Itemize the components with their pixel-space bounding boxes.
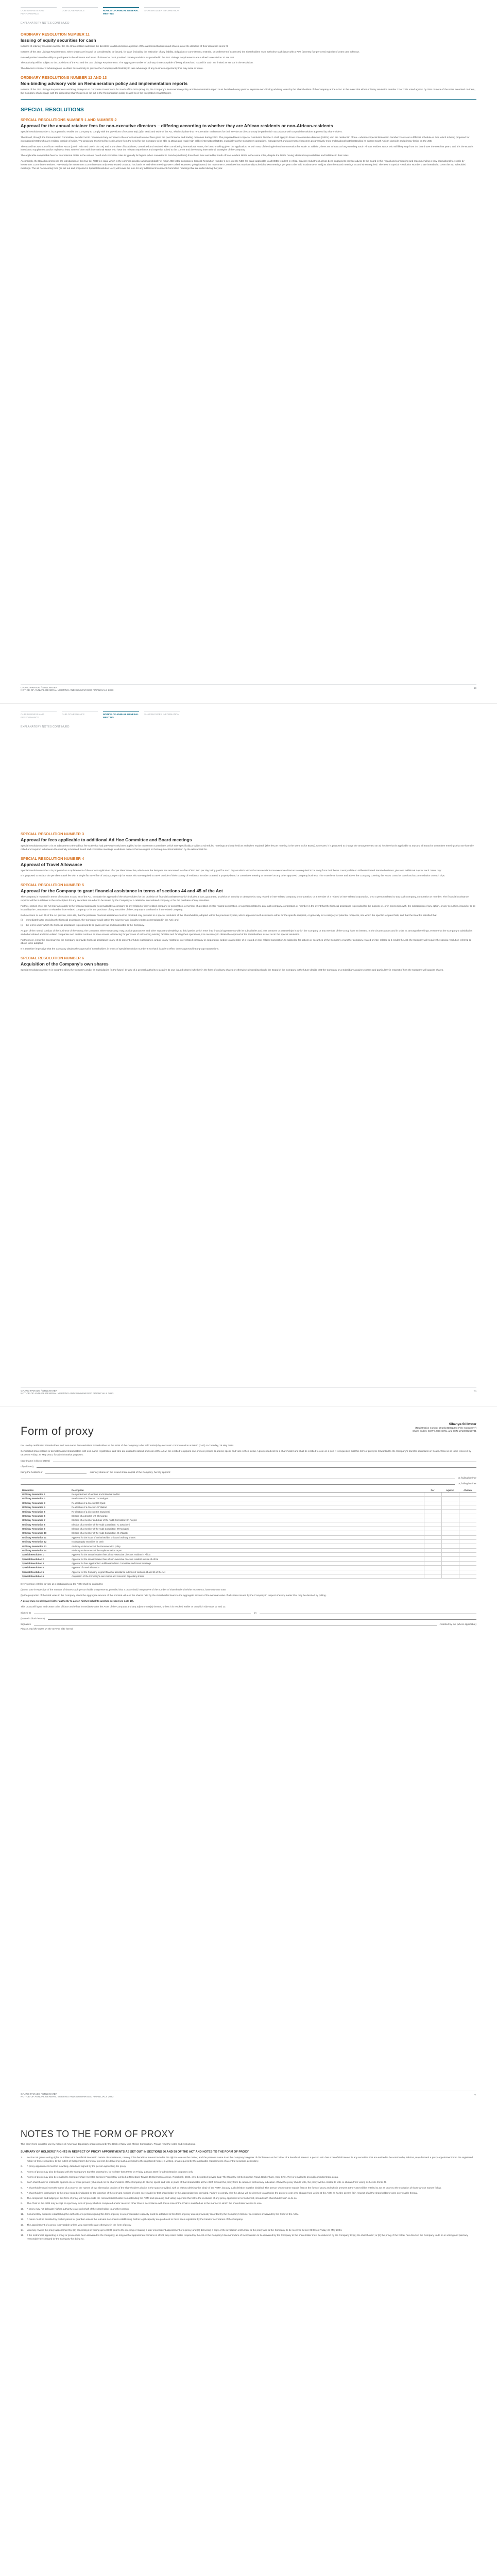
resolution-cell: Ordinary Resolution 12 (21, 1539, 70, 1544)
description-cell: Approval for the Company to grant financial assistance in terms of sections 44 and 45 of the Act (70, 1570, 424, 1574)
item-text: You may revoke the proxy appointment by: (a) cancelling it in writing up to 09:00 prior to the meeting or making a later inconsistent appointment of a proxy; and (b) delivering a copy of the revocation instrument to the proxy and to the Company, to be received before 09:00 on Friday, 24 May 2024. (27, 2229, 342, 2232)
vote-against-box[interactable] (441, 1553, 459, 1557)
footer-document: NOTICE OF ANNUAL GENERAL MEETING AND SUMMARISED FINANCIALS 2023 (21, 689, 114, 692)
section-label: EXPLANATORY NOTES CONTINUED (21, 22, 70, 25)
registration-number: (Registration number 2014/243852/06) ("the Company") (415, 1427, 476, 1430)
top-navigation (21, 704, 476, 722)
list-item: (i) immediately after providing the financial assistance, the Company would satisfy the solvency and liquidity test (as contemplated in the Act); and (21, 919, 476, 922)
column-header: Against (441, 1488, 459, 1492)
vote-against-box[interactable] (441, 1505, 459, 1509)
paragraph: As part of the normal conduct of the business of the Group, the Company, where necessary, may provide guarantees and other support undertakings to third parties which enter into financial agreements with its subsidiaries and joint ventures or partnerships in which the Company or any member of the Group have an interest. In the circumstances and in order to, among other things, ensure that the Company's subsidiaries and other related and inter-related companies and entities continue to have access to financing for purposes of refinancing existing facilities and funding their operations, it is necessary to obtain the approval of the Shareholders as set out in the special resolution. (21, 929, 473, 936)
paragraph: In terms of ordinary resolution number 10, the Shareholders authorise the directors to allot and issue a portion of the authorised but unissued shares, as at the directors of their discretion deem fit. (21, 45, 229, 47)
vote-abstain-box[interactable] (459, 1557, 476, 1561)
table-row (21, 1531, 476, 1535)
list-item (21, 2202, 476, 2206)
item-text: A proxy appointment must be in writing, dated and signed by the person appointing the proxy. (27, 2165, 127, 2168)
description-cell: Approval for fees applicable to additional Ad Hoc Committee and Board meetings (70, 1561, 424, 1565)
reverse-note: Please read the notes on the reverse side hereof. (21, 1628, 74, 1631)
table-row (21, 1574, 476, 1578)
vote-abstain-box[interactable] (459, 1518, 476, 1522)
description-cell: Approval for the annual retainer fees of non-executive directors resident in Africa (70, 1553, 424, 1557)
resolutions-table (21, 1488, 476, 1579)
description-cell: Election of a member and chair of the Audit Committee: KA Rayner (70, 1518, 424, 1522)
resolution-cell: Ordinary Resolution 14 (21, 1548, 70, 1552)
vote-for-box[interactable] (424, 1570, 441, 1574)
table-row (21, 1510, 476, 1514)
page-3 (0, 1406, 497, 2110)
field-label: on (253, 1612, 257, 1615)
table-row (21, 1505, 476, 1509)
table-row (21, 1553, 476, 1557)
description-cell: Advisory endorsement of the Remuneration policy (70, 1544, 424, 1548)
vote-for-box[interactable] (424, 1561, 441, 1565)
vote-against-box[interactable] (441, 1531, 459, 1535)
resolution-cell: Special Resolution 3 (21, 1561, 70, 1565)
vote-abstain-box[interactable] (459, 1570, 476, 1574)
notes-subheading: SUMMARY OF HOLDERS' RIGHTS IN RESPECT OF PROXY APPOINTMENTS AS SET OUT IN SECTIONS 56 AND 58 OF THE ACT AND NOTES TO THE FORM OF PROXY (21, 2150, 249, 2154)
paragraph: Special resolution number 6 is sought to allow the Company and/or its Subsidiaries (in the future) by way of a general authority to acquire its own issued shares (whether in the form of ordinary shares or otherwise) depending should the Board of the Company in the future decide that the Company or a Subsidiary acquires shares and particularly in respect of how the Company will acquire shares. (21, 969, 444, 971)
resolution-number: SPECIAL RESOLUTION NUMBER 6 (21, 956, 84, 960)
nav-tab-business[interactable]: OUR BUSINESS AND PERFORMANCE (21, 7, 57, 19)
nav-tab-governance[interactable]: OUR GOVERNANCE (62, 711, 98, 722)
item-number: 7. (21, 2191, 23, 2194)
vote-abstain-box[interactable] (459, 1544, 476, 1548)
paragraph: Accordingly, the Board recommends the introduction of this two-tier NED fee scale which is the common practice amongst globally of major JSE-listed companies. Special Resolution Number 1 sets out the NED fee scale applicable to all NEDs resident in Africa. Bracken Industries Ltd has been engaged to provide advice to the Board in this regard and considering and recommending a new international fee scale by investment Committee members. Previously the Investment Committee was only remunerated on an ad hoc basis as and when meetings were called. However, going forward, the Investment Committee has now formally scheduled two meetings per year to be held in advance of and just after the Board meetings as and when required. The fees in Special Resolution Number 1 are intended to cover the two scheduled meetings. The ad hoc meeting fees (as set out and proposed in Special Resolution No 3) will cover the fees for any additional Investment Committee meetings that are called during the year. (21, 160, 466, 170)
resolution-title: Approval of Travel Allowance (21, 861, 82, 867)
resolution-title: Approval for the annual retainer fees for non-executive directors – differing according to whether they are African residents or non-African-residents (21, 123, 333, 129)
resolution-title: Issuing of equity securities for cash (21, 38, 96, 43)
page-1 (0, 0, 497, 703)
block-letters-field[interactable] (48, 1617, 476, 1620)
table-row (21, 1518, 476, 1522)
page-number: 70 (473, 1391, 476, 1393)
address-field[interactable] (37, 1465, 476, 1468)
nav-tab-shareholder-info[interactable]: SHAREHOLDER INFORMATION (144, 7, 180, 19)
table-header-row (21, 1488, 476, 1492)
paragraph: Related parties have the ability to participate in the allotment and issue of shares for cash provided certain provisions as provided in the JSE Listings Requirements are outlined in resolution 10 are met. (21, 56, 235, 59)
nav-tab-business[interactable]: OUR BUSINESS AND PERFORMANCE (21, 711, 57, 722)
item-text: If the instrument appointing a proxy or proxies has been delivered to the Company, as long as that appointment remains in effect, any notice that is required by the Act or the Company's Memorandum of Incorporation to be delivered by the Company to the shareholder must be delivered by the Company to: (a) the shareholder; or (b) the proxy, if the holder has directed the Company to do so in writing and paid any reasonable fee charged by the Company for doing so. (27, 2234, 468, 2241)
table-row (21, 1501, 476, 1505)
description-cell: Re-election of a director: TM Mokgosi (70, 1497, 424, 1501)
field-label: of (address) (21, 1465, 34, 1468)
item-text: Forms of proxy may also be lodged with the Company's transfer secretaries, by no later than 09:00 on Friday, 24 May 2024 for administrative purposes only. (27, 2170, 194, 2173)
resolution-number: ORDINARY RESOLUTION NUMBER 11 (21, 32, 90, 37)
resolution-number: ORDINARY RESOLUTIONS NUMBER 12 AND 13 (21, 75, 107, 80)
page-2 (0, 703, 497, 1406)
paragraph: Both sections 44 and 45 of the Act provide, inter alia, that the particular financial assistance must be provided only pursuant to a special resolution of the Shareholders, adopted within the previous 2 years, which approved such assistance either for the specific recipient, or generally for a category of potential recipients, into which the specific recipient falls, and that the Board is satisfied that: (21, 913, 437, 917)
paragraph: (b) the proportion of the total votes in the Company which the aggregate amount of the nominal value of the shares held by the shareholder bears to the aggregate amount of the nominal value of all shares issued by the Company in respect of every matter that may be decided by polling. (21, 1594, 327, 1597)
vote-against-box[interactable] (441, 1497, 459, 1501)
list-item (21, 2197, 476, 2200)
resolution-cell: Ordinary Resolution 5 (21, 1510, 70, 1514)
field-label: Signature (21, 1623, 31, 1626)
item-number: 4. (21, 2175, 23, 2178)
vote-against-box[interactable] (441, 1574, 459, 1578)
description-cell: Election of a member of the Audit Committee: JS Vilakazi (70, 1531, 424, 1535)
vote-against-box[interactable] (441, 1544, 459, 1548)
special-resolutions-heading: SPECIAL RESOLUTIONS (21, 107, 84, 113)
field-label: being the holder/s of (21, 1471, 43, 1474)
paragraph: (a) one vote irrespective of the number of shares such person holds or represents, provided that a proxy shall, irrespective of the number of shareholders he/she represents, have only one vote; (21, 1588, 227, 1591)
list-item (21, 2229, 476, 2232)
paragraph: In terms of the JSE Listings Requirements and King IV Report on Corporate Governance for South Africa 2016 (King IV), the Company's Remuneration policy and implementation report must be tabled every year for separate non-binding advisory votes by the Shareholders of the Company at the AGM. In the event that either ordinary resolution number 12 or 13 is voted against by 25% or more of the votes exercised on them, the Company shall engage with the dissenting Shareholders as set out in the Remuneration policy as well as in the Integrated Annual Report. (21, 88, 475, 94)
vote-abstain-box[interactable] (459, 1514, 476, 1518)
page-4 (0, 2110, 497, 2576)
resolution-cell: Ordinary Resolution 9 (21, 1527, 70, 1531)
field-label: (Name in block letters) (21, 1617, 45, 1620)
description-cell: Re-election of a director: ES Gwacheni (70, 1510, 424, 1514)
vote-abstain-box[interactable] (459, 1510, 476, 1514)
paragraph: This proxy will lapse and cease to be of force and effect immediately after the AGM of the Company and any adjournment(s) thereof, unless it is revoked earlier or on which side note 12 and 13. (21, 1605, 226, 1608)
vote-against-box[interactable] (441, 1522, 459, 1527)
company-details (413, 1422, 476, 1438)
resolution-title: Approval for the Company to grant financial assistance in terms of sections 44 and 45 of the Act (21, 888, 223, 894)
list-item (21, 2213, 476, 2216)
paragraph: This proxy form is not for use by holders of American depositary shares issued by the Bank of New York Mellon Corporation. Please read the notes and instructions. (21, 2143, 196, 2145)
top-navigation (21, 0, 476, 19)
item-number: 1. (21, 2156, 23, 2159)
vote-abstain-box[interactable] (459, 1501, 476, 1505)
vote-for-box[interactable] (424, 1514, 441, 1518)
resolution-cell: Ordinary Resolution 3 (21, 1501, 70, 1505)
table-row (21, 1548, 476, 1552)
footer-company: GRAND PARADE / STILLWATER (21, 2093, 58, 2096)
resolution-number: SPECIAL RESOLUTION NUMBER 3 (21, 832, 84, 836)
list-item (21, 2176, 476, 2179)
capacity-row (21, 1617, 476, 1620)
paragraph: The Company is required in terms of sections 44 and 45 of the Act, to obtain the approval of the Shareholders for the provision of financial assistance (which includes a loan, guarantee, provision of security or otherwise) to any related or inter-related company or corporation, or a member of a related or inter-related corporation, or to a person related to any such company, corporation or member. The financial assistance required will be in relation to the subscription for any securities issued or to be issued by the Company or a related or inter-related company, or for the purchase of any securities. (21, 895, 469, 902)
paragraph: The directors consider it advantageous to obtain this authority to provide the Company with flexibility to take advantage of any business opportunity that may arise in future. (21, 67, 203, 70)
table-row (21, 1492, 476, 1496)
item-number: 3. (21, 2170, 23, 2173)
vote-for-box[interactable] (424, 1539, 441, 1544)
list-item: (ii) the terms under which the financial assistance is proposed to be given are fair and reasonable to the Company. (21, 924, 476, 927)
item-number: 6. (21, 2186, 23, 2189)
resolution-number: SPECIAL RESOLUTION NUMBER 5 (21, 883, 84, 888)
footer-document: NOTICE OF ANNUAL GENERAL MEETING AND SUMMARISED FINANCIALS 2023 (21, 2096, 114, 2098)
proxy-field-row (21, 1482, 476, 1485)
resolution-cell: Special Resolution 1 (21, 1553, 70, 1557)
field-label: I/We (name in block letters) (21, 1460, 50, 1463)
description-cell: Approval of travel allowance (70, 1566, 424, 1570)
vote-abstain-box[interactable] (459, 1561, 476, 1565)
description-cell: Election of a member of the Audit Committee: TL Gwacheni (70, 1522, 424, 1527)
vote-against-box[interactable] (441, 1510, 459, 1514)
vote-abstain-box[interactable] (459, 1553, 476, 1557)
table-row (21, 1514, 476, 1518)
name-field-row (21, 1459, 476, 1462)
vote-abstain-box[interactable] (459, 1574, 476, 1578)
description-cell: Advisory endorsement of the Implementation report (70, 1548, 424, 1552)
resolution-cell: Special Resolution 5 (21, 1570, 70, 1574)
table-row (21, 1570, 476, 1574)
list-item (21, 2165, 476, 2168)
column-header: Resolution (21, 1488, 70, 1492)
resolution-cell: Ordinary Resolution 7 (21, 1518, 70, 1522)
vote-against-box[interactable] (441, 1527, 459, 1531)
section-label: EXPLANATORY NOTES CONTINUED (21, 725, 70, 728)
description-cell: Issuing equity securities for cash (70, 1539, 424, 1544)
resolution-title: Approval for fees applicable to additional Ad Hoc Committee and Board meetings (21, 837, 192, 842)
item-text: A shareholder's instructions to the proxy must be indicated by the insertion of the relevant number of votes exercisable by that shareholder in the appropriate box provided. Failure to comply with the above will be deemed to authorise the proxy to vote or to abstain from voting at the AGM as he/she deems fit in respect of all the shareholder's votes exercisable thereat. (27, 2191, 418, 2194)
vote-against-box[interactable] (441, 1561, 459, 1565)
footer-company: GRAND PARADE / STILLWATER (21, 687, 58, 689)
item-text: Each shareholder is entitled to appoint one or more proxies (who need not be shareholders of the Company) to attend, speak and vote in place of that shareholder at the AGM. Should this proxy form be returned without any indication of how the proxy should vote, the proxy will be entitled to vote or abstain from voting as he/she thinks fit. (27, 2181, 387, 2184)
footer-document: NOTICE OF ANNUAL GENERAL MEETING AND SUMMARISED FINANCIALS 2023 (21, 1393, 114, 1395)
list-item (21, 2224, 476, 2227)
item-text: Section 58 grants voting rights to holders of a beneficial interest in certain circumstances, namely if the beneficial interest includes the right to vote on the matter, and the person's name is on the Company's register of disclosures as the holder of a beneficial interest. A person who has a beneficial interest in any securities that are entitled to be voted on by Sabrina, may demand a proxy appointment from the registered holder of those securities, to the extent of that person's beneficial interest, by delivering such a demand to the registered holder, in writing, or as required by the applicable requirements of a central securities depository. (27, 2156, 473, 2162)
description-cell: Approval for the issue of authorised but unissued ordinary shares (70, 1535, 424, 1539)
item-text: A shareholder may insert the name of a proxy or the names of two alternative proxies of the shareholder's choice in the space provided, with or without deleting 'the Chair of the AGM', but any such deletion must be initialled. The person whose name stands first on the form of proxy and who is present at the AGM will be entitled to act as proxy to the exclusion of those whose names follow. (27, 2186, 442, 2189)
description-cell: Election of a director: VG Chinyandu (70, 1514, 424, 1518)
signature-row (21, 1622, 476, 1625)
item-number: 14. (21, 2229, 24, 2232)
page-footer (21, 2091, 476, 2098)
vote-against-box[interactable] (441, 1535, 459, 1539)
vote-against-box[interactable] (441, 1501, 459, 1505)
table-row (21, 1566, 476, 1570)
resolution-cell: Ordinary Resolution 6 (21, 1514, 70, 1518)
form-of-proxy-title: Form of proxy (21, 1425, 94, 1437)
table-row (21, 1497, 476, 1501)
share-codes: Share codes: SSW / JSE: SSW, and ISIN: ZAE000259701 (413, 1430, 476, 1433)
paragraph: Every person entitled to vote at a participating at the AGM shall be entitled to: (21, 1583, 104, 1586)
vote-abstain-box[interactable] (459, 1497, 476, 1501)
description-cell: Election of a member of the Audit Committee: KR Mokgosi (70, 1527, 424, 1531)
vote-against-box[interactable] (441, 1557, 459, 1561)
vote-abstain-box[interactable] (459, 1548, 476, 1552)
shares-held-field[interactable] (45, 1470, 87, 1473)
vote-abstain-box[interactable] (459, 1527, 476, 1531)
table-row (21, 1527, 476, 1531)
table-row (21, 1561, 476, 1565)
list-item (21, 2187, 476, 2190)
vote-against-box[interactable] (441, 1518, 459, 1522)
item-text: Documentary evidence establishing the authority of a person signing this form of proxy in a representative capacity must be attached to this form of proxy unless previously recorded by the Company's transfer secretaries or waived by the Chair of the AGM. (27, 2213, 299, 2216)
paragraph: The Board has two non-African resident NEDs (one in Asia and one in the UK) and in the view of its advisers, committed and retained when considering international NEDs, the benchmarking given the application, as with now, of the single-tiered remuneration fee scale. In addition, there are at least as long-standing South African resident NEDs who will likely step from the board over the next few years, and it is the Board's intention to supplement and/or replace at least some of them with international NEDs who have the relevant experience and expertise suited to the current and developing international strategies of the Company. (21, 145, 473, 151)
nav-tab-shareholder-info[interactable]: SHAREHOLDER INFORMATION (144, 711, 180, 722)
list-item (21, 2234, 476, 2241)
paragraph: Special resolution number 4 is proposed as a replacement of the current application of a 'per diem' travel fee, which over the last year has amounted to a fee of R22,500 per day being paid for each day on which NEDs that are resident non-executive directors are required to be away from their home country while on Stillwater/Grand Parade business, plus one additional day for each 'travel day'. (21, 869, 442, 872)
item-text: The completion and lodging of this form of proxy will not preclude the relevant shareholder from attending the AGM and speaking and voting in person thereat to the exclusion of any proxy appointed in terms hereof, should such shareholder wish to do so. (27, 2197, 298, 2200)
field-label: Assisted by me (where applicable) (439, 1623, 476, 1626)
paragraph: Certificated shareholders or dematerialised shareholders with own-name registration, and who are entitled to attend and vote at the AGM, are entitled to appoint one or more proxies to attend, speak and vote in their stead. A proxy need not be a shareholder and shall be entitled to vote on a poll. It is requested that this form of proxy be forwarded to the Company's transfer secretaries in South Africa so as to be received by 09:00 on Friday, 24 May 2024, for administrative purposes. (21, 1449, 471, 1456)
page-footer (21, 1387, 476, 1395)
vote-for-box[interactable] (424, 1548, 441, 1552)
column-header: For (424, 1488, 441, 1492)
item-text: The appointment of a proxy is revocable unless you expressly state otherwise in the form of proxy. (27, 2223, 132, 2226)
vote-against-box[interactable] (441, 1539, 459, 1544)
vote-against-box[interactable] (441, 1492, 459, 1496)
vote-for-box[interactable] (424, 1501, 441, 1505)
vote-for-box[interactable] (424, 1510, 441, 1514)
vote-for-box[interactable] (424, 1557, 441, 1561)
vote-for-box[interactable] (424, 1522, 441, 1527)
page-footer (21, 684, 476, 692)
description-cell: Acquisition of the Company's own shares and American depositary shares (70, 1574, 424, 1578)
vote-abstain-box[interactable] (459, 1505, 476, 1509)
resolution-cell: Ordinary Resolution 2 (21, 1497, 70, 1501)
vote-for-box[interactable] (424, 1544, 441, 1548)
vote-abstain-box[interactable] (459, 1566, 476, 1570)
vote-abstain-box[interactable] (459, 1539, 476, 1544)
signed-on-field[interactable] (260, 1611, 476, 1614)
notes-title: NOTES TO THE FORM OF PROXY (21, 2129, 175, 2139)
column-header: Abstain (459, 1488, 476, 1492)
paragraph: It is proposed to replace the per diem travel fee with a single flat travel fee of US$1,000 per trip for NEDs who are required to travel outside of their country of residence in order to attend a properly board or committee meeting or to travel on any other approved company business. The Travel Fee is over and above the Company covering the NEDs' costs for travel and accommodation on such trips. (21, 874, 445, 877)
signature-field[interactable] (34, 1622, 437, 1625)
page-number: 71 (473, 2094, 476, 2096)
table-row (21, 1535, 476, 1539)
resolution-title: Acquisition of the Company's own shares (21, 961, 109, 967)
item-number: 12. (21, 2218, 24, 2221)
item-number: 5. (21, 2181, 23, 2184)
list-item (21, 2171, 476, 2174)
resolution-number: SPECIAL RESOLUTION NUMBER 4 (21, 856, 84, 861)
signed-at-field[interactable] (34, 1611, 251, 1614)
nav-tab-agm-notice[interactable]: NOTICE OF ANNUAL GENERAL MEETING (103, 711, 139, 722)
item-number: 15. (21, 2234, 24, 2237)
paragraph: Special resolution number 3 is an adjustment to the ad hoc fee scale that had previously only been applied to the Investment Committee, which now specifically provides a scheduled meetings and only held as and when required. (The fee per meeting is the same as for Board). Moreover, it is proposed to change the arrangement to an ad hoc fee that is applicable to any and all Board or committee meetings that are formally called and required in between the routinely scheduled Board and committee meetings to address matters that are urgent or that require critical attention by the relevant NEDs. (21, 844, 474, 851)
item-text: The Chair of the AGM may accept or reject any form of proxy which is completed and/or received other than in accordance with these notes if the Chair is satisfied as to the manner in which the shareholder wishes to vote. (27, 2202, 262, 2205)
list-item (21, 2181, 476, 2184)
vote-against-box[interactable] (441, 1566, 459, 1570)
list-item (21, 2218, 476, 2222)
vote-against-box[interactable] (441, 1548, 459, 1552)
section-divider (21, 99, 476, 100)
resolution-cell: Ordinary Resolution 11 (21, 1535, 70, 1539)
description-cell: Approval for the annual retainer fees of non-executive directors resident outside of Africa (70, 1557, 424, 1561)
field-label: or, failing him/her (458, 1482, 476, 1485)
nav-tab-agm-notice[interactable]: NOTICE OF ANNUAL GENERAL MEETING (103, 7, 139, 19)
vote-abstain-box[interactable] (459, 1535, 476, 1539)
vote-for-box[interactable] (424, 1518, 441, 1522)
vote-for-box[interactable] (424, 1566, 441, 1570)
paragraph: Special resolution number 1 is proposed to enable the Company to comply with the provisions of sections 65(11)(h), 66(8) and 66(9) of the Act, which stipulate that remuneration to directors for their service as directors may be paid only in accordance with a special resolution approved by Shareholders. (21, 130, 342, 133)
paragraph: The applicable comparable fees for international NEDs in the various board and committee roles is typically far higher (when converted to Rand equivalents) than those fees earned by South African resident NEDs in the same roles, despite the NEDs having identical responsibilities and liabilities in their roles. (21, 154, 349, 157)
vote-for-box[interactable] (424, 1535, 441, 1539)
table-row (21, 1539, 476, 1544)
proxy-1-field[interactable] (21, 1476, 455, 1479)
resolution-title: Non-binding advisory vote on Remuneration policy and implementation reports (21, 81, 188, 87)
paragraph: It is therefore imperative that the Company obtains the approval of Shareholders in terms of special resolution number 5 so that it is able to effect these approved intra-group transactions. (21, 947, 219, 951)
resolution-cell: Ordinary Resolution 10 (21, 1531, 70, 1535)
description-cell: Re-election of a director: JS Vilakazi (70, 1505, 424, 1509)
item-number: 8. (21, 2197, 23, 2200)
paragraph: Furthermore, it may be necessary for the Company to provide financial assistance to any of its present or future subsidiaries, and/or to any related or inter-related company or corporation, and/or to a member of a related or inter-related corporation, to subscribe for options or securities of the Company or another company related or inter-related to it. Under the Act, the Company will require the special resolution referred to above to be adopted. (21, 938, 471, 945)
list-item (21, 2156, 476, 2163)
vote-abstain-box[interactable] (459, 1531, 476, 1535)
vote-against-box[interactable] (441, 1570, 459, 1574)
resolution-cell: Ordinary Resolution 1 (21, 1492, 70, 1496)
holding-field-row (21, 1470, 476, 1473)
field-label: Signed at (21, 1612, 31, 1615)
nav-tab-governance[interactable]: OUR GOVERNANCE (62, 7, 98, 19)
column-header: Description (70, 1488, 424, 1492)
description-cell: Re-election of a director: DC Quist (70, 1501, 424, 1505)
table-row (21, 1544, 476, 1548)
paragraph: The authority will be subject to the provisions of the Act and the JSE Listings Requirements. The aggregate number of ordinary shares capable of being allotted and issued for cash are limited as set out in the resolution. (21, 61, 253, 64)
description-cell: Re-appointment of auditors and individual auditor (70, 1492, 424, 1496)
item-text: A minor must be assisted by his/her parent or guardian unless the relevant documents establishing his/her legal capacity are produced or have been registered by the transfer secretaries of the Company. (27, 2218, 244, 2221)
item-number: 10. (21, 2207, 24, 2210)
vote-for-box[interactable] (424, 1527, 441, 1531)
resolution-cell: Special Resolution 6 (21, 1574, 70, 1578)
paragraph: Further, section 45 of the Act may also apply to the financial assistance so provided by a company to any related or inter-related company or corporation, a member of a related or inter-related corporation, or a person related to any such company, corporation or member in the event that the financial assistance is provided for the purpose of, or in connection with, the subscription of any option, or any securities, issued or to be issued by the Company or a related or inter-related company, or for the purchase of any securities of the Company or a related or inter-related company. (21, 904, 475, 911)
list-item (21, 2208, 476, 2211)
vote-for-box[interactable] (424, 1531, 441, 1535)
field-label: ordinary shares in the issued share capital of the Company, hereby appoint: (90, 1471, 171, 1474)
vote-for-box[interactable] (424, 1505, 441, 1509)
notes-list (21, 2156, 476, 2241)
vote-abstain-box[interactable] (459, 1522, 476, 1527)
name-field[interactable] (53, 1459, 476, 1462)
resolution-cell: Ordinary Resolution 4 (21, 1505, 70, 1509)
vote-abstain-box[interactable] (459, 1492, 476, 1496)
paragraph: The Board, through the Remuneration Committee, decided not to recommend any increase to the current annual retainer fees given the poor financial and trading outcomes during 2023. The proposed fees in Special Resolution Number 1 shall apply to those non-executive directors (NEDs) who are resident in Africa – whereas Special Resolution Number 2 sets out a different schedule of fees which is being proposed for international NEDs who are resident outside of Africa. The proposed two-tiered fee scale arises from the need for the Company to be able to attract and retain high calibre international NEDs, especially as the Company's operations, management and governance becomes progressively more multinational notwithstanding its current South African domicile and primary listing on the JSE. (21, 136, 470, 142)
vote-against-box[interactable] (441, 1514, 459, 1518)
address-field-row (21, 1465, 476, 1468)
vote-for-box[interactable] (424, 1492, 441, 1496)
item-text: A proxy may not delegate his/her authority to act on behalf of the shareholder to another person. (27, 2207, 130, 2210)
resolution-cell: Special Resolution 2 (21, 1557, 70, 1561)
footer-company: GRAND PARADE / STILLWATER (21, 1390, 58, 1393)
vote-for-box[interactable] (424, 1574, 441, 1578)
list-item (21, 2192, 476, 2195)
page-number: 69 (473, 687, 476, 690)
company-name: Sibanye-Stillwater (449, 1422, 476, 1426)
table-row (21, 1557, 476, 1561)
resolution-number: SPECIAL RESOLUTIONS NUMBER 1 AND NUMBER 2 (21, 117, 117, 123)
paragraph: In terms of the JSE Listings Requirements, when shares are issued, or considered to be issued, for cash (including the extinction of any liability, obligation or commitment, restraint, or settlement of expenses) the Shareholders must authorise such issue with a 75% (seventy five per cent) majority of votes cast in favour. (21, 50, 360, 53)
item-number: 11. (21, 2213, 24, 2216)
delegation-note: A proxy may not delegate his/her authority to act on his/her behalf to another person (see note 10). (21, 1599, 134, 1602)
item-number: 2. (21, 2165, 23, 2168)
signed-at-row (21, 1611, 476, 1614)
resolution-cell: Ordinary Resolution 8 (21, 1522, 70, 1527)
vote-for-box[interactable] (424, 1497, 441, 1501)
field-label: or, failing him/her (458, 1477, 476, 1480)
vote-for-box[interactable] (424, 1553, 441, 1557)
proxy-2-field[interactable] (21, 1482, 455, 1485)
resolution-cell: Special Resolution 4 (21, 1566, 70, 1570)
proxy-field-row (21, 1476, 476, 1479)
table-row (21, 1522, 476, 1527)
item-number: 13. (21, 2223, 24, 2226)
resolution-cell: Ordinary Resolution 13 (21, 1544, 70, 1548)
item-number: 9. (21, 2202, 23, 2205)
paragraph: For use by certificated Shareholders and own-name dematerialised Shareholders of the AGM of the Company to be held entirely by electronic communication at 09:00 (CAT) on Tuesday, 28 May 2024. (21, 1444, 234, 1447)
item-text: Forms of proxy may also be emailed to Computershare Investor Services Proprietary Limited at Rosebank Towers 15 Biermann Avenue, Rosebank, 2196, or to be posted (private bag: The Registry, 34 Beckenham Road, Beckenham, Kent BR3 4TU) or emailed to proxy@computershare.co.za. (27, 2175, 339, 2178)
